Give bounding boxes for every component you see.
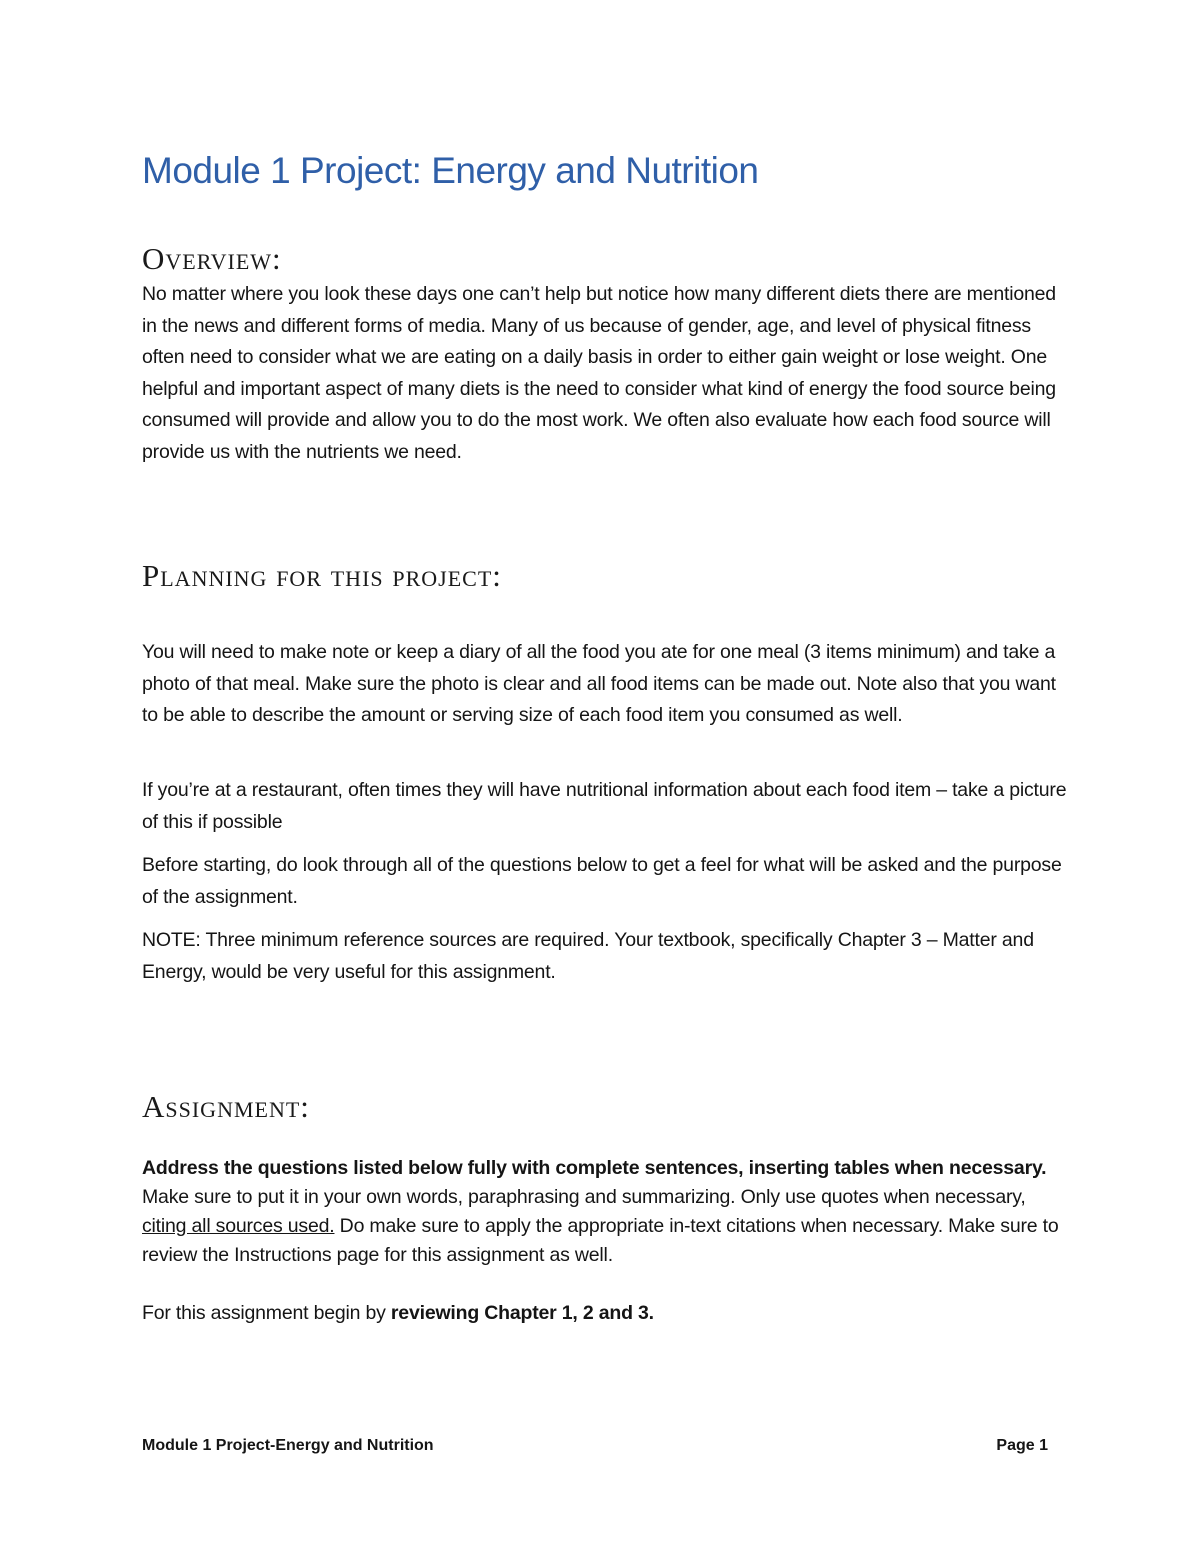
planning-paragraph-3: Before starting, do look through all of the questions below to get a feel for what will be asked and the purpose of the assignment. — [142, 854, 1062, 908]
assignment-text-b: Do make sure to apply the appropriate in-text citations when necessary. Make sure to review the Instructions page for this assignment as well. — [142, 1215, 1059, 1266]
overview-paragraph: No matter where you look these days one can’t help but notice how many different diets there are mentioned in the news and different forms of media. Many of us because of gender, age, and level of physical fitness often need to consider what we are eating on a daily basis in order to either gain weight or lose weight. One helpful and important aspect of many diets is the need to consider what kind of energy the food source being consumed will provide and allow you to do the most work. We often also evaluate how each food source will provide us with the nutrients we need. — [142, 283, 1056, 463]
assignment-chapters-line — [142, 1299, 1072, 1328]
assignment-chapters-text: For this assignment begin by — [142, 1302, 391, 1324]
assignment-paragraph — [142, 1154, 1072, 1270]
overview-heading: Overview: — [142, 241, 282, 276]
footer-page-number: Page 1 — [996, 1437, 1048, 1454]
planning-note-paragraph: NOTE: Three minimum reference sources are required. Your textbook, specifically Chapter 3 – Matter and Energy, would be very useful for this assignment. — [142, 929, 1034, 983]
assignment-heading: Assignment: — [142, 1089, 310, 1124]
planning-paragraph-2: If you’re at a restaurant, often times they will have nutritional information about each food item – take a picture of this if possible — [142, 779, 1067, 833]
footer-document-name: Module 1 Project-Energy and Nutrition — [142, 1437, 434, 1454]
planning-paragraph-1: You will need to make note or keep a diary of all the food you ate for one meal (3 items minimum) and take a photo of that meal. Make sure the photo is clear and all food items can be made out. Note also that you want to be able to describe the amount or serving size of each food item you consumed as well. — [142, 641, 1056, 726]
assignment-text-a: Make sure to put it in your own words, paraphrasing and summarizing. Only use quotes when necessary, — [142, 1186, 1026, 1208]
assignment-chapters-bold: reviewing Chapter 1, 2 and 3. — [390, 1302, 654, 1324]
assignment-bold-lead: Address the questions listed below fully with complete sentences, inserting tables when necessary. — [142, 1157, 1047, 1179]
assignment-underlined-text: citing all sources used. — [142, 1215, 335, 1237]
document-title: Module 1 Project: Energy and Nutrition — [142, 150, 759, 191]
planning-heading: Planning for this project: — [142, 558, 502, 593]
